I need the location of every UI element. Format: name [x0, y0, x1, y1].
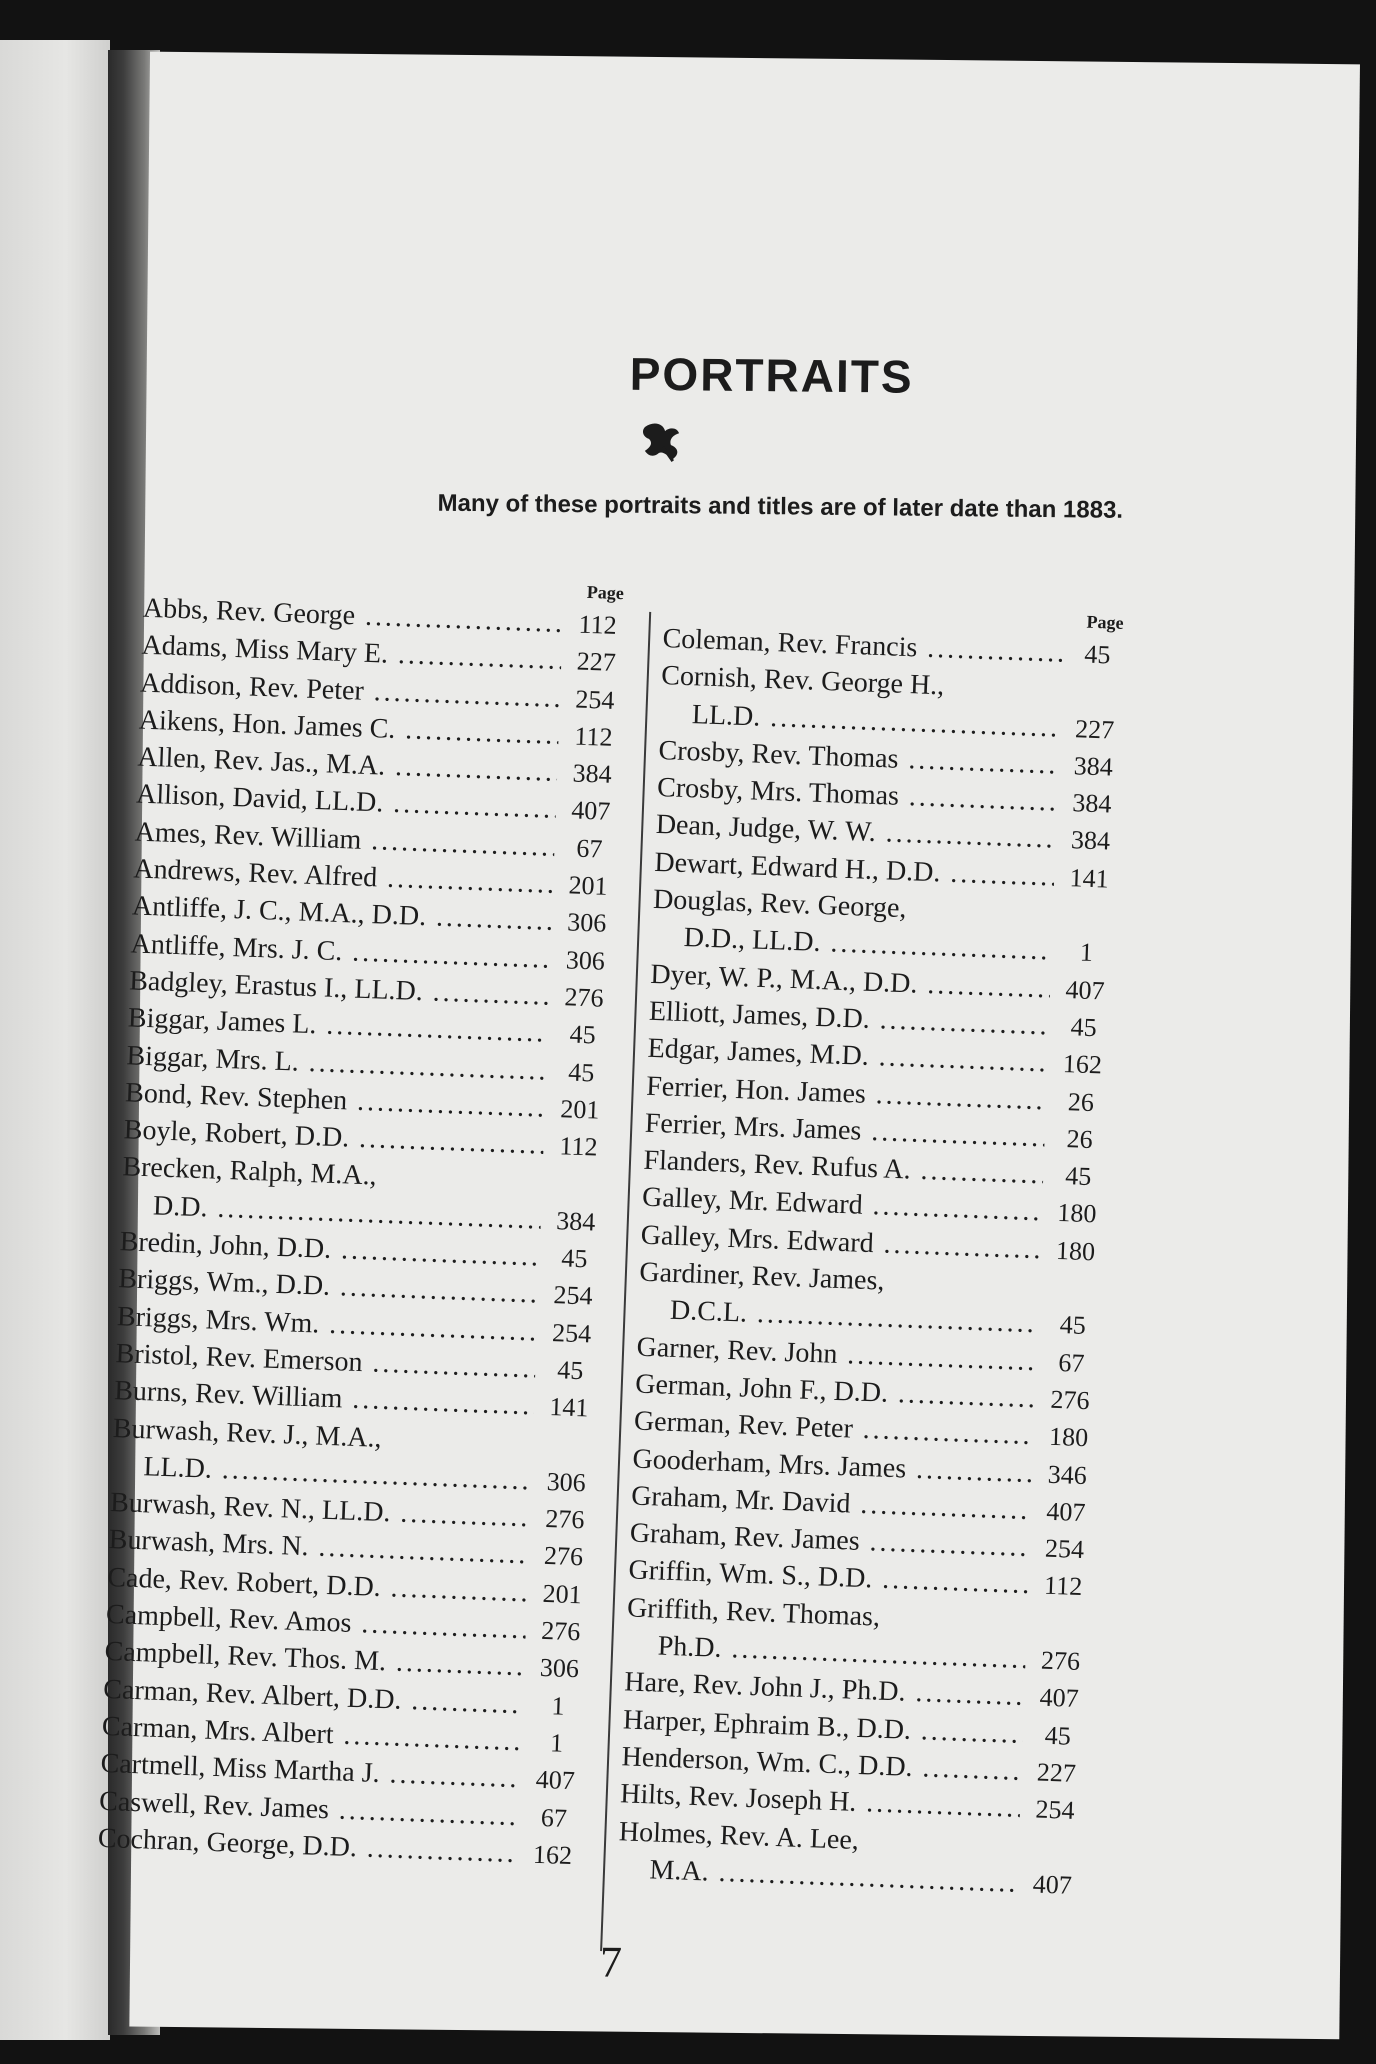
- entry-page-number: 227: [1074, 713, 1115, 745]
- entry-page-number: 407: [1039, 1682, 1080, 1714]
- entry-page-number: 112: [558, 1131, 599, 1162]
- entry-name: Antliffe, J. C., M.A., D.D. .....: [131, 888, 552, 941]
- entry-page-number: 45: [1070, 1012, 1098, 1043]
- fleuron-ornament-icon: [633, 417, 694, 468]
- entry-name: Crosby, Mrs. Thomas .....: [657, 769, 1058, 821]
- entry-page-number: 45: [1064, 1161, 1092, 1192]
- entry-page-number: 162: [1062, 1049, 1103, 1080]
- entry-name: Caswell, Rev. James .....: [99, 1782, 520, 1835]
- entry-page-number: 254: [551, 1317, 592, 1349]
- entry-page-number: 26: [1066, 1124, 1094, 1154]
- entry-page-number: 254: [574, 684, 615, 715]
- entry-page-number: 276: [543, 1541, 584, 1572]
- entry-page-number: 384: [1071, 788, 1112, 819]
- entry-name: Cochran, George, D.D. .....: [97, 1820, 518, 1873]
- entry-page-number: 407: [1032, 1869, 1073, 1900]
- facing-page-edge: [0, 40, 110, 2040]
- entry-name-continued: Ph.D. .....: [625, 1626, 1026, 1678]
- entry-name: Holmes, Rev. A. Lee,: [618, 1815, 860, 1856]
- entry-name: Henderson, Wm. C., D.D. .....: [621, 1738, 1022, 1790]
- entry-name: Adams, Miss Mary E. .....: [141, 627, 562, 680]
- entry-page-number: 407: [535, 1765, 576, 1796]
- entry-name: Graham, Rev. James .....: [629, 1515, 1030, 1567]
- entry-name: Biggar, James L. .....: [127, 1000, 548, 1053]
- entry-name: Dyer, W. P., M.A., D.D. .....: [650, 956, 1051, 1008]
- entry-page-number: 45: [1083, 639, 1111, 670]
- entry-page-number: 45: [569, 1019, 597, 1050]
- entry-name-continued: LL.D. .....: [659, 695, 1060, 747]
- entry-name: Addison, Rev. Peter .....: [140, 664, 561, 717]
- entry-name: German, Rev. Peter .....: [633, 1403, 1034, 1455]
- entry-page-number: 162: [532, 1839, 573, 1870]
- entry-page-number: 1: [549, 1728, 564, 1758]
- entry-page-number: 45: [1044, 1720, 1072, 1751]
- entry-name: Aikens, Hon. James C. .....: [138, 701, 559, 754]
- entry-name: Bristol, Rev. Emerson .....: [115, 1335, 536, 1388]
- entry-page-number: 407: [570, 795, 611, 827]
- entry-page-number: 254: [553, 1280, 594, 1311]
- entry-name: Briggs, Wm., D.D. .....: [118, 1261, 539, 1314]
- entry-name: Griffith, Rev. Thomas,: [626, 1592, 881, 1633]
- entry-name: Ames, Rev. William .....: [134, 813, 555, 866]
- entry-name: Campbell, Rev. Amos .....: [105, 1596, 526, 1649]
- entry-page-number: 1: [551, 1690, 566, 1721]
- entry-page-number: 276: [540, 1615, 581, 1647]
- entry-page-number: 201: [568, 870, 609, 901]
- entry-name: Dewart, Edward H., D.D. .....: [654, 844, 1055, 896]
- entry-page-number: 254: [1044, 1533, 1085, 1565]
- entry-page-number: 45: [567, 1057, 595, 1088]
- entry-page-number: 306: [546, 1466, 587, 1498]
- entry-page-number: 180: [1048, 1421, 1089, 1453]
- column-header-page: Page: [586, 581, 625, 604]
- entry-name: Edgar, James, M.D. .....: [647, 1030, 1048, 1082]
- entry-page-number: 384: [1073, 751, 1114, 782]
- entry-name: Burwash, Rev. J., M.A.,: [112, 1412, 383, 1454]
- entry-page-number: 67: [540, 1802, 568, 1833]
- entry-page-number: 45: [560, 1243, 588, 1274]
- entry-name: Hare, Rev. John J., Ph.D. .....: [624, 1664, 1025, 1716]
- entry-name: Antliffe, Mrs. J. C. .....: [130, 925, 551, 978]
- entry-name: Briggs, Mrs. Wm. .....: [116, 1298, 537, 1351]
- entry-name: Garner, Rev. John .....: [636, 1328, 1037, 1380]
- entry-page-number: 67: [1057, 1347, 1085, 1378]
- entry-name: Coleman, Rev. Francis .....: [662, 620, 1063, 672]
- entry-name: Flanders, Rev. Rufus A. .....: [643, 1142, 1044, 1194]
- entry-name: Brecken, Ralph, M.A.,: [121, 1151, 378, 1192]
- entry-name: Boyle, Robert, D.D. .....: [123, 1111, 544, 1164]
- page-title: PORTRAITS: [629, 347, 914, 403]
- entry-name: Ferrier, Hon. James .....: [646, 1067, 1047, 1119]
- entry-page-number: 1: [1079, 937, 1094, 968]
- entry-name-continued: M.A. .....: [617, 1850, 1018, 1902]
- entry-page-number: 306: [566, 907, 607, 939]
- entry-name: Cade, Rev. Robert, D.D. .....: [107, 1559, 528, 1612]
- entry-name: Hilts, Rev. Joseph H. .....: [620, 1775, 1021, 1827]
- entry-page-number: 384: [555, 1205, 596, 1237]
- entry-page-number: 407: [1045, 1496, 1086, 1527]
- entry-page-number: 276: [1050, 1384, 1091, 1416]
- entry-name: Galley, Mrs. Edward .....: [640, 1216, 1041, 1268]
- entry-page-number: 227: [1036, 1757, 1077, 1788]
- entry-name: Badgley, Erastus I., LL.D. .....: [129, 962, 550, 1015]
- entry-name: Burwash, Rev. N., LL.D. .....: [109, 1484, 530, 1537]
- entry-name: Campbell, Rev. Thos. M. .....: [104, 1633, 525, 1686]
- entry-page-number: 26: [1067, 1086, 1095, 1117]
- entry-name: Carman, Rev. Albert, D.D. .....: [103, 1671, 524, 1724]
- entry-page-number: 227: [576, 646, 617, 678]
- entry-name-continued: LL.D. .....: [111, 1447, 532, 1500]
- entry-name: Cornish, Rev. George H.,: [660, 660, 945, 702]
- entry-name: Harper, Ephraim B., D.D. .....: [622, 1701, 1023, 1753]
- entry-name: Biggar, Mrs. L. .....: [126, 1037, 547, 1090]
- entry-name: Galley, Mr. Edward .....: [642, 1179, 1043, 1231]
- entry-page-number: 306: [565, 945, 606, 976]
- entry-name: Elliott, James, D.D. .....: [648, 993, 1049, 1045]
- entry-name: Gooderham, Mrs. James .....: [632, 1440, 1033, 1492]
- entry-name: Cartmell, Miss Martha J. .....: [100, 1745, 521, 1798]
- entry-page-number: 112: [1043, 1571, 1083, 1602]
- entry-page-number: 254: [1035, 1794, 1076, 1826]
- entry-page-number: 141: [1069, 862, 1110, 894]
- entry-page-number: 276: [563, 982, 605, 1013]
- entry-page-number: 276: [544, 1504, 585, 1535]
- entry-name: Andrews, Rev. Alfred .....: [133, 851, 554, 904]
- page-subtitle: Many of these portraits and titles are of later date than 1883.: [437, 489, 1124, 524]
- entry-name: Bond, Rev. Stephen .....: [125, 1074, 546, 1127]
- entry-name: Graham, Mr. David .....: [631, 1477, 1032, 1529]
- entry-name: Carman, Mrs. Albert .....: [101, 1708, 522, 1761]
- entry-name: Allen, Rev. Jas., M.A. .....: [137, 739, 558, 792]
- entry-page-number: 180: [1056, 1198, 1097, 1229]
- entry-page-number: 384: [1070, 825, 1111, 857]
- entry-page-number: 407: [1065, 974, 1106, 1006]
- entry-page-number: 67: [575, 833, 604, 864]
- entry-page-number: 45: [1059, 1310, 1087, 1341]
- entry-name: Gardiner, Rev. James,: [638, 1256, 885, 1297]
- entry-name: Bredin, John, D.D. .....: [119, 1223, 540, 1276]
- entry-name-continued: D.D., LL.D. .....: [651, 918, 1052, 970]
- entry-name: Burwash, Mrs. N. .....: [108, 1521, 529, 1574]
- column-header-page-right: Page: [1086, 611, 1124, 633]
- entry-name: Ferrier, Mrs. James .....: [644, 1105, 1045, 1157]
- entry-name: Dean, Judge, W. W. .....: [655, 806, 1056, 858]
- entry-page-number: 45: [556, 1355, 584, 1386]
- right-entry-list: [617, 620, 1133, 1904]
- book-page: [97, 52, 1360, 2040]
- entry-name: Douglas, Rev. George,: [652, 883, 908, 925]
- entry-name: German, John F., D.D. .....: [635, 1365, 1036, 1417]
- left-index-column: [97, 562, 634, 1875]
- page-number: 7: [599, 1937, 623, 1987]
- entry-page-number: 112: [574, 721, 614, 752]
- entry-page-number: 112: [578, 609, 618, 640]
- entry-page-number: 201: [559, 1094, 600, 1125]
- entry-page-number: 306: [539, 1653, 580, 1684]
- entry-name: Griffin, Wm. S., D.D. .....: [628, 1552, 1029, 1604]
- left-entry-list: [97, 590, 633, 1875]
- entry-page-number: 346: [1047, 1459, 1088, 1490]
- entry-name: Crosby, Rev. Thomas .....: [658, 732, 1059, 784]
- entry-page-number: 276: [1040, 1645, 1081, 1677]
- entry-name: Abbs, Rev. George .....: [142, 590, 563, 643]
- entry-name: Burns, Rev. William .....: [114, 1372, 535, 1425]
- right-index-column: [617, 592, 1134, 1904]
- entry-name-continued: D.C.L. .....: [637, 1291, 1038, 1343]
- entry-name-continued: D.D. .....: [120, 1186, 541, 1239]
- entry-name: Allison, David, LL.D. .....: [135, 776, 556, 829]
- entry-page-number: 180: [1055, 1235, 1096, 1267]
- entry-page-number: 141: [548, 1392, 590, 1423]
- entry-page-number: 201: [542, 1578, 583, 1610]
- entry-page-number: 384: [572, 758, 613, 790]
